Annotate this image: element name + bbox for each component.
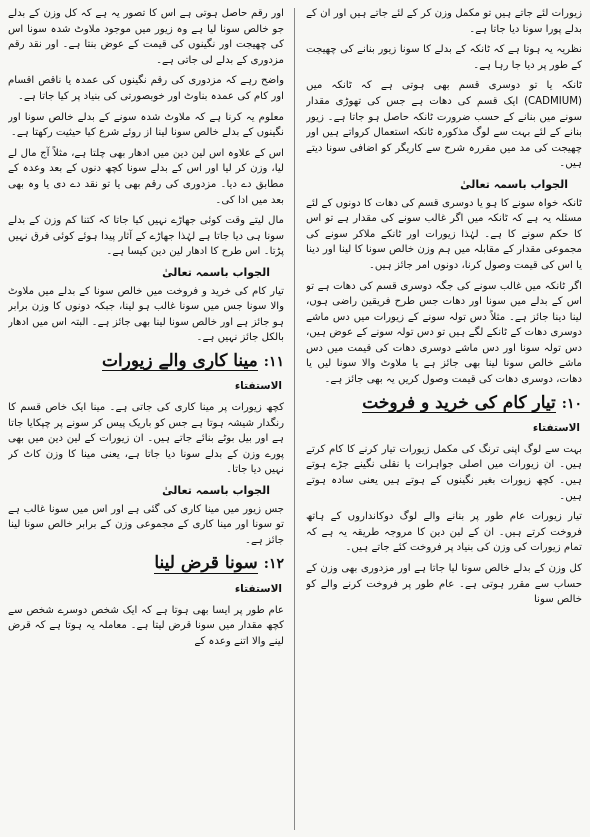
paragraph: عام طور پر ایسا بھی ہوتا ہے کہ ایک شخص دوسرے شخص سے کچھ مقدار میں سونا قرض لیتا ہے۔ معاملہ یہ ہوتا ہے کہ قرض لینے والا اتنے وعدہ کے [8, 604, 284, 647]
section-title: سونا قرض لینا [154, 553, 258, 574]
paragraph: معلوم یہ کرنا ہے کہ ملاوٹ شدہ سونے کے بدلے خالص سونا اور نگینوں کے بدلے خالص سونا لینا از روئے شرع کیا حیثیت رکھتا ہے۔ [8, 111, 284, 139]
paragraph: ٹانکہ خواہ سونے کا ہو یا دوسری قسم کی دھات کا دونوں کے لئے مسئلہ یہ ہے کہ ٹانکہ میں اگر غالب سونے کی مقدار ہے تو اس کا حکم سونے کا ہے۔ لہٰذا زیورات اور ٹانکے ملاکر سونے کی مجموعی مقدار کے مقابلہ میں ہم وزن خالص سونا کا لینا اور دینا یا اس کی قیمت وصول کرنا، دونوں امر جائز ہیں۔ [306, 197, 582, 271]
paragraph: کل وزن کے بدلے خالص سونا لیا جاتا ہے اور مزدوری بھی وزن کے حساب سے مقرر ہوتی ہے۔ عام طور پر فروخت کرنے والے کو خالص سونا [306, 563, 582, 606]
istifta-label: الاستفتاء [234, 380, 282, 393]
section-number: ۱۲: [263, 556, 284, 573]
answer-heading: الجواب باسمہ تعالیٰ [460, 177, 568, 191]
section-title: تیار کام کی خرید و فروخت [362, 392, 556, 413]
paragraph: تیار زیورات عام طور پر بنانے والے لوگ دوکانداروں کے ہاتھ فروخت کرتے ہیں۔ ان کے لین دین کا مروجہ طریقہ یہ ہے کہ تمام زیورات کی وزن کی بنیاد پر فروخت کئے جاتے ہیں۔ [306, 511, 582, 554]
istifta-label: الاستفتاء [234, 583, 282, 595]
section-number: ۱۰: [561, 395, 582, 412]
paragraph: ٹانکہ یا تو دوسری قسم بھی ہوتی ہے کہ ٹانکہ میں (CADMIUM) ایک قسم کی دھات ہے جس کی تھوڑی مقدار سونے میں بنانے کے حسب ضرورت ٹانکہ حاصل ہو جاتا ہے۔ زیور بنانے کے لئے بہت سے لوگ مذکورہ ٹانکہ استعمال کرواتے ہیں اور چھیجت کی مد میں مقررہ شرح سے کاریگر کو اضافی سونا دیتے ہیں۔ [306, 80, 582, 170]
paragraph: بہت سے لوگ اپنی ترنگ کی مکمل زیورات تیار کرنے کا کام کرتے ہیں۔ ان زیورات میں اصلی جواہرات یا نقلی نگینے جڑے ہوتے ہیں۔ کچھ زیورات بغیر نگینوں کے ہوتے ہیں یعنی سادہ ہوتے ہیں۔ [306, 443, 582, 502]
section-heading [8, 350, 284, 372]
paragraph: مال لیتے وقت کوئی جھاڑے نہیں کیا جاتا کہ کتنا کم وزن کے بدلے سونا ہی دیا جاتا ہے لہٰذا جھاڑے کے آثار پیدا ہوئے کوئی فرق نہیں پڑتا۔ اس طرح کا ادھار لین دین کیسا ہے۔ [8, 215, 284, 258]
left-column [8, 6, 284, 832]
answer-heading: الجواب باسمہ تعالیٰ [162, 265, 270, 279]
paragraph: جس زیور میں مینا کاری کی گئی ہے اور اس میں سونا غالب ہے تو سونا اور مینا کاری کے مجموعی وزن کے برابر خالص سونا لینا جائز ہے۔ [8, 503, 284, 546]
section-heading [306, 392, 582, 414]
paragraph: زیورات لئے جاتے ہیں تو مکمل وزن کر کے لئے جاتے ہیں اور ان کے بدلے پورا سونا دیا جاتا ہے۔ [306, 8, 582, 35]
paragraph: نظریہ یہ ہوتا ہے کہ ٹانکہ کے بدلے کا سونا زیور بنانے کی چھیجت کے طور پر دیا جا رہا ہے۔ [306, 44, 582, 71]
paragraph: واضح رہے کہ مزدوری کی رقم نگینوں کی عمدہ یا ناقص اقسام اور کام کی عمدہ بناوٹ اور خوبصورتی کی بنیاد پر کیا جاتا ہے۔ [8, 75, 284, 102]
paragraph: اگر ٹانکہ میں غالب سونے کی جگہ دوسری قسم کی دھات ہے تو اس کے بدلے میں سونا اور دھات جس طرح فریقین راضی ہوں، لینا دینا جائز ہے۔ مثلاً دس تولہ سونے کے زیورات میں دس ماشے دوسری دھات کے ٹانکے لگے ہیں تو دس تولہ سونے کے عوض ہیں، دس تولہ سونا اور دس ماشے دوسری دھات کی قیمت میں دس ماشے خالص سونا لینا بھی جائز ہے یا ملاوٹ والا سونا لیں یا دھات، دوسری دھات کی قیمت وصول کریں یہ بھی جائز ہے۔ [306, 280, 582, 386]
paragraph: اور رقم حاصل ہوتی ہے اس کا تصور یہ ہے کہ کل وزن کے بدلے جو خالص سونا لیا ہے وہ زیور میں موجود ملاوٹ شدہ سونا اس کی چھیجت اور نگینوں کی قیمت کے عوض بنتا ہے۔ اور نقد رقم مزدوری کے بدلے لی جاتی ہے۔ [8, 8, 284, 66]
paragraph: کچھ زیورات پر مینا کاری کی جاتی ہے۔ مینا ایک خاص قسم کا رنگدار شیشہ ہوتا ہے جس کو باریک پیس کر سونے پر چپکایا جاتا ہے اور بیل بوٹے بنائے جاتے ہیں۔ ان زیورات کے لین دین میں بھی پورے وزن کے بدلے سونا دیا جاتا ہے، یعنی مینا کا وزن کاٹ کر نہیں دیا جاتا۔ [8, 402, 284, 476]
paragraph: تیار کام کی خرید و فروخت میں خالص سونا کے بدلے میں ملاوٹ والا سونا جس میں سونا غالب ہو لینا، جبکہ دونوں کا وزن برابر ہو جائز ہے اور خالص سونا لینا بھی جائز ہے۔ البتہ اس میں ادھار بالکل جائز نہیں ہے۔ [8, 285, 284, 344]
section-title: مینا کاری والے زیورات [101, 350, 258, 371]
answer-heading: الجواب باسمہ تعالیٰ [162, 484, 270, 498]
section-heading [8, 553, 284, 574]
right-column [306, 6, 582, 832]
paragraph: اس کے علاوہ اس لین دین میں ادھار بھی چلتا ہے، مثلاً آج مال لے لیا، وزن کر لیا اور اس کے بدلے سونا کچھ دنوں کے بعد وعدہ کے مطابق دے دیا۔ مزدوری کی رقم بھی یا تو نقد دے دی یا وہ بھی بعد میں ادا کی۔ [8, 147, 284, 206]
column-divider [294, 8, 295, 830]
istifta-label: الاستفتاء [532, 422, 580, 435]
section-number: ۱۱: [263, 353, 284, 370]
